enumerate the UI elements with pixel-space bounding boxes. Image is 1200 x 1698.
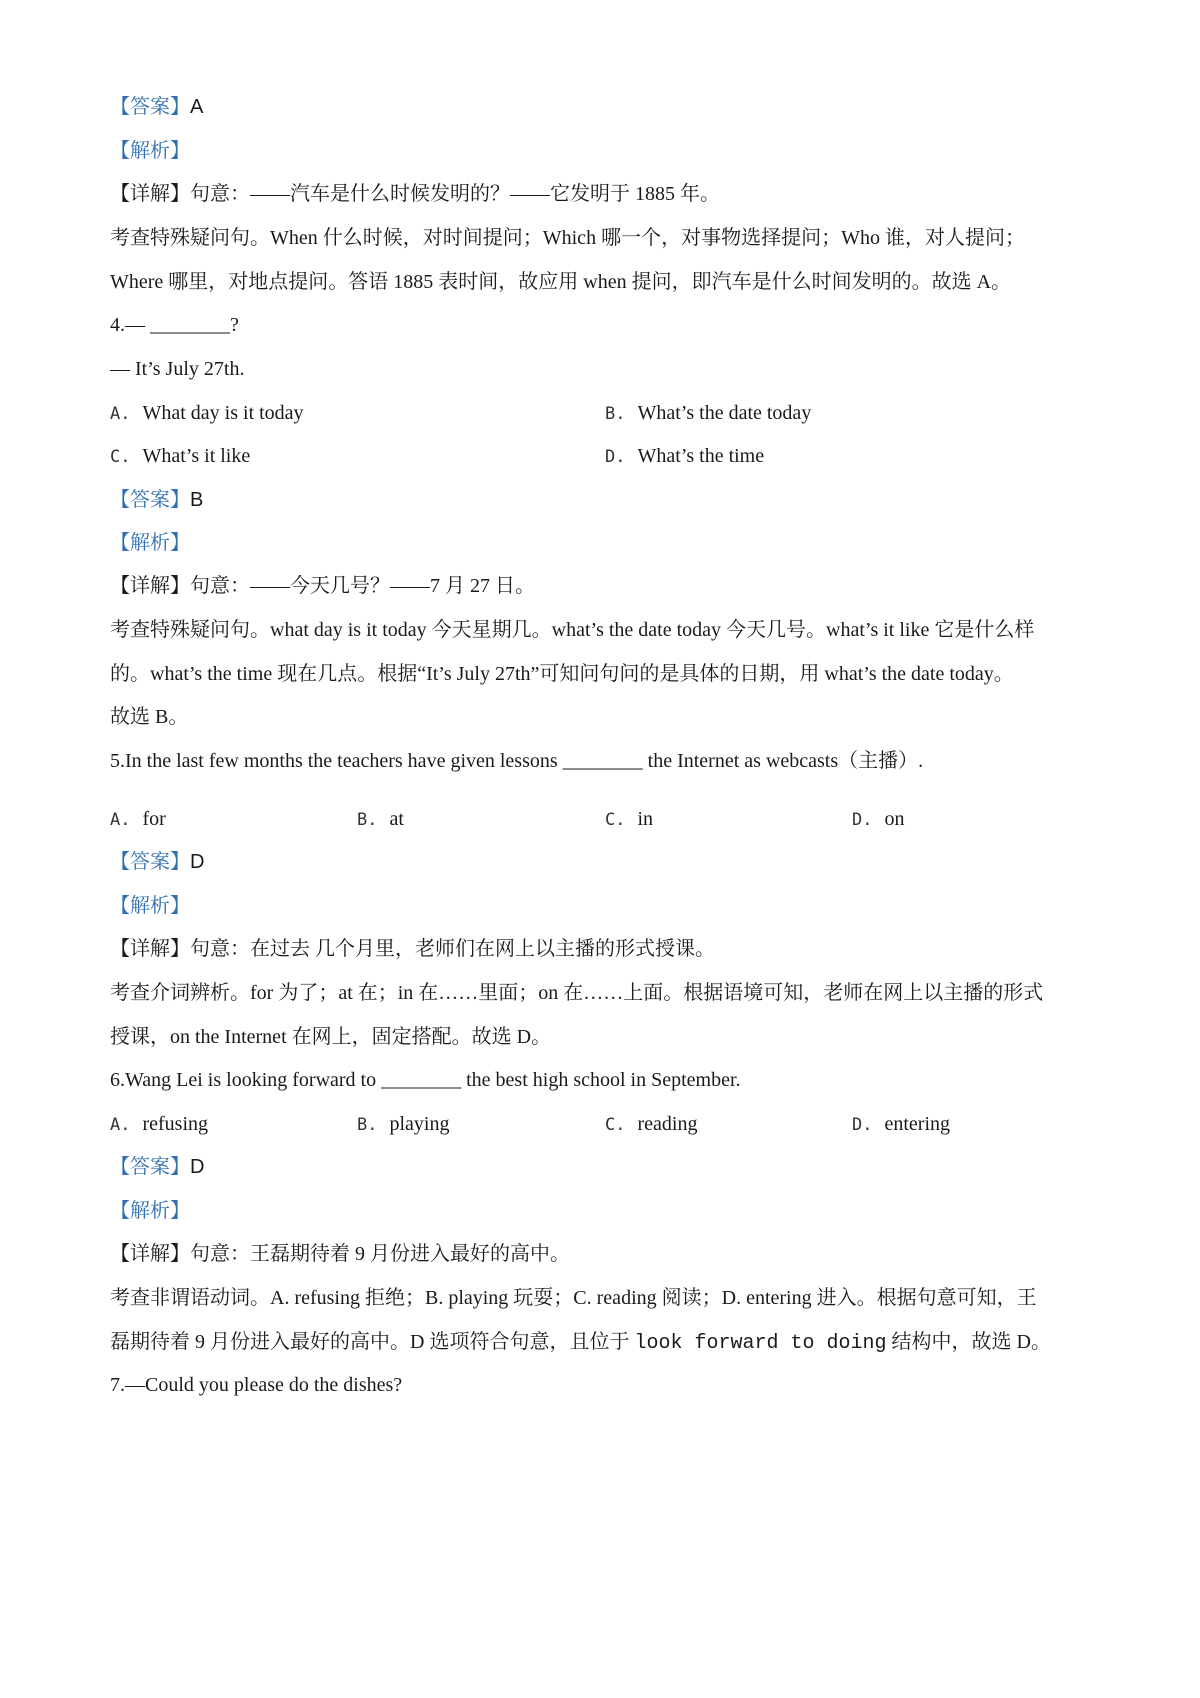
option-b: B. What’s the date today [605, 402, 812, 424]
explanation-line: Where 哪里，对地点提问。答语 1885 表时间，故应用 when 提问，即汽车是什么时间发明的。故选 A。 [110, 271, 1012, 293]
option-c: C. What’s it like [110, 445, 251, 467]
analysis-tag: 【解析】 [110, 1200, 190, 1222]
analysis-tag: 【解析】 [110, 140, 190, 162]
option-d: D. on [852, 808, 905, 830]
detail-text: 句意：——今天几号？——7 月 27 日。 [190, 575, 535, 597]
answer-tag: 【答案】 [110, 851, 190, 873]
answer-tag: 【答案】 [110, 1156, 190, 1178]
detail-line [110, 572, 535, 600]
analysis-tag: 【解析】 [110, 895, 190, 917]
answer-line [110, 486, 203, 514]
answer-tag: 【答案】 [110, 96, 190, 118]
code-phrase: look forward to doing [634, 1332, 887, 1355]
detail-tag: 【详解】 [110, 575, 190, 597]
question-stem: 6.Wang Lei is looking forward to ________ the best high school in September. [110, 1069, 741, 1091]
answer-value: D [190, 1156, 205, 1178]
answer-tag: 【答案】 [110, 489, 190, 511]
explanation-line: 考查特殊疑问句。what day is it today 今天星期几。what’s the date today 今天几号。what’s it like 它是什么样 [110, 619, 1035, 641]
detail-line [110, 935, 715, 963]
analysis-tag: 【解析】 [110, 532, 190, 554]
question-stem: 4.— ________? [110, 314, 239, 336]
option-b: B. at [357, 808, 404, 830]
option-c: C. in [605, 808, 654, 830]
question-reply: — It’s July 27th. [110, 358, 245, 380]
detail-tag: 【详解】 [110, 183, 190, 205]
answer-line [110, 848, 204, 876]
detail-line [110, 1240, 570, 1268]
option-a: A. What day is it today [110, 402, 304, 424]
option-c: C. reading [605, 1113, 698, 1135]
option-a: A. refusing [110, 1113, 209, 1135]
question-stem: 5.In the last few months the teachers have given lessons ________ the Internet as webcasts（主播）. [110, 750, 924, 772]
option-d: D. entering [852, 1113, 951, 1135]
explanation-line: 考查介词辨析。for 为了；at 在；in 在……里面；on 在……上面。根据语境可知，老师在网上以主播的形式 [110, 982, 1044, 1004]
detail-line [110, 180, 720, 208]
detail-tag: 【详解】 [110, 1243, 190, 1265]
answer-value: D [190, 851, 205, 873]
detail-text: 句意：在过去 几个月里，老师们在网上以主播的形式授课。 [190, 938, 715, 960]
detail-tag: 【详解】 [110, 938, 190, 960]
detail-text: 句意：——汽车是什么时候发明的？——它发明于 1885 年。 [190, 183, 720, 205]
answer-line [110, 93, 203, 121]
explanation-line: 磊期待着 9 月份进入最好的高中。D 选项符合句意，且位于 look forward to doing 结构中，故选 D。 [110, 1331, 1051, 1355]
answer-line [110, 1153, 204, 1181]
explanation-line: 考查非谓语动词。A. refusing 拒绝；B. playing 玩耍；C. reading 阅读；D. entering 进入。根据句意可知，王 [110, 1287, 1037, 1309]
explanation-line: 故选 B。 [110, 706, 189, 728]
option-a: A. for [110, 808, 166, 830]
explanation-line: 考查特殊疑问句。When 什么时候，对时间提问；Which 哪一个，对事物选择提问；Who 谁，对人提问； [110, 227, 1025, 249]
explanation-line: 授课，on the Internet 在网上，固定搭配。故选 D。 [110, 1026, 552, 1048]
option-b: B. playing [357, 1113, 450, 1135]
answer-value: A [190, 96, 204, 118]
question-stem: 7.—Could you please do the dishes? [110, 1374, 403, 1396]
option-d: D. What’s the time [605, 445, 765, 467]
detail-text: 句意：王磊期待着 9 月份进入最好的高中。 [190, 1243, 570, 1265]
explanation-line: 的。what’s the time 现在几点。根据“It’s July 27th”可知问句问的是具体的日期，用 what’s the date today。 [110, 663, 1014, 685]
answer-value: B [190, 489, 204, 511]
